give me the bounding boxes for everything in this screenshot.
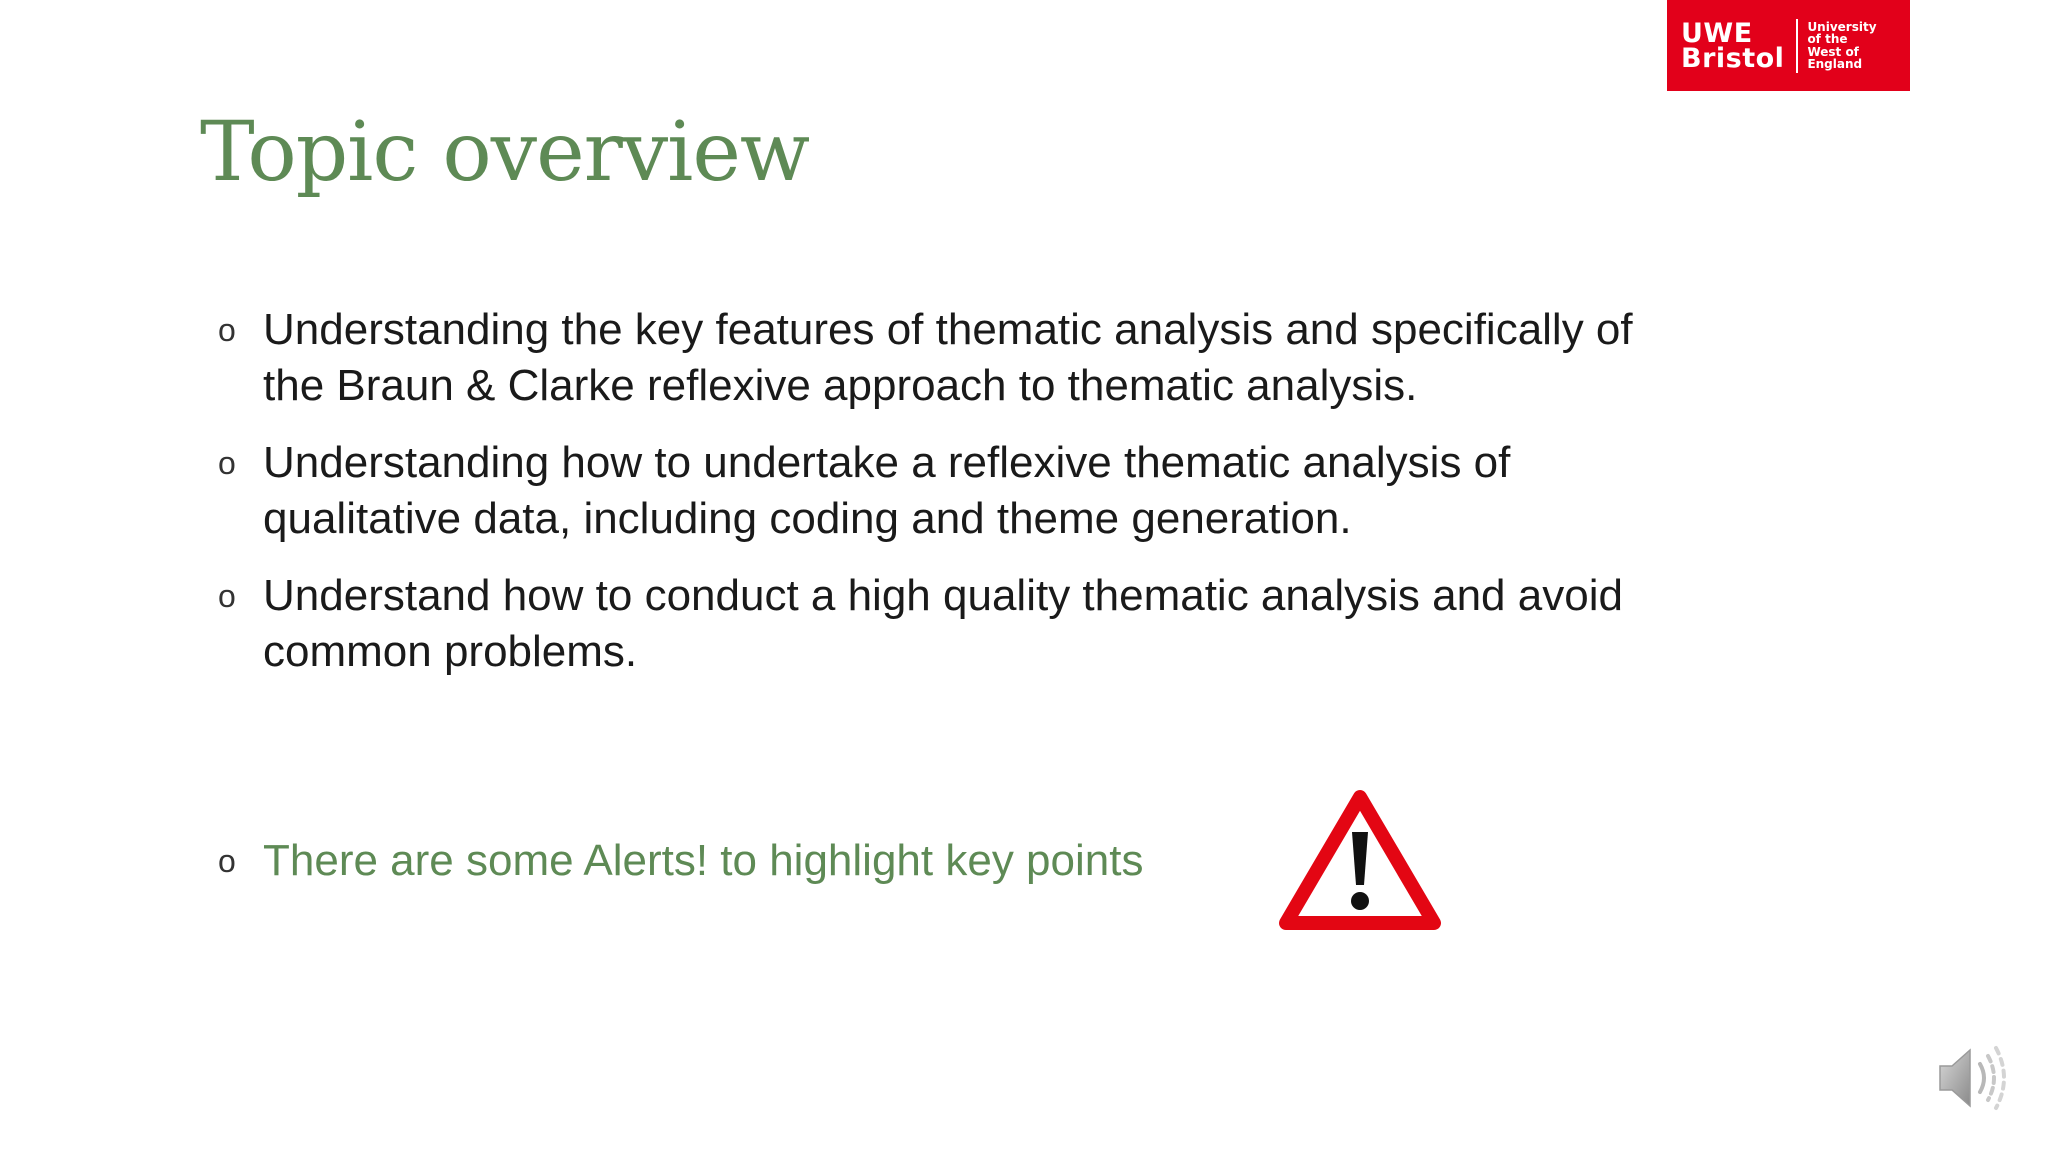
bullet-text: Understand how to conduct a high quality thematic analysis and avoid common problems. xyxy=(263,571,1623,676)
logo-sub3: West of xyxy=(1807,44,1859,59)
logo-wordmark xyxy=(1681,17,1785,74)
logo-line2: Bristol xyxy=(1681,42,1785,74)
warning-triangle-icon xyxy=(1278,787,1442,933)
bullet-text: Understanding the key features of thematic analysis and specifically of the Braun & Clarke reflexive approach to thematic analysis. xyxy=(263,305,1633,410)
bullet-marker: o xyxy=(218,445,236,481)
alert-bullet xyxy=(218,833,1143,889)
bullet-marker: o xyxy=(218,312,236,348)
bullet-list xyxy=(218,302,1648,701)
alert-text: There are some Alerts! to highlight key points xyxy=(263,836,1144,885)
bullet-marker: o xyxy=(218,843,236,879)
slide-title: Topic overview xyxy=(200,105,810,200)
uwe-bristol-logo xyxy=(1667,0,1910,91)
bullet-marker: o xyxy=(218,578,236,614)
logo-sub4: England xyxy=(1807,57,1863,71)
logo-sub2: of the xyxy=(1807,32,1848,46)
bullet-text: Understanding how to undertake a reflexive thematic analysis of qualitative data, including coding and theme generation. xyxy=(263,438,1511,543)
bullet-item-3 xyxy=(218,568,1648,680)
bullet-item-1 xyxy=(218,302,1648,414)
logo-subtext xyxy=(1807,21,1876,71)
bullet-item-2 xyxy=(218,435,1648,547)
logo-sub1: University xyxy=(1807,19,1877,34)
speaker-icon[interactable] xyxy=(1934,1038,2016,1118)
logo-divider xyxy=(1796,19,1798,73)
logo-line1: UWE xyxy=(1681,17,1753,49)
